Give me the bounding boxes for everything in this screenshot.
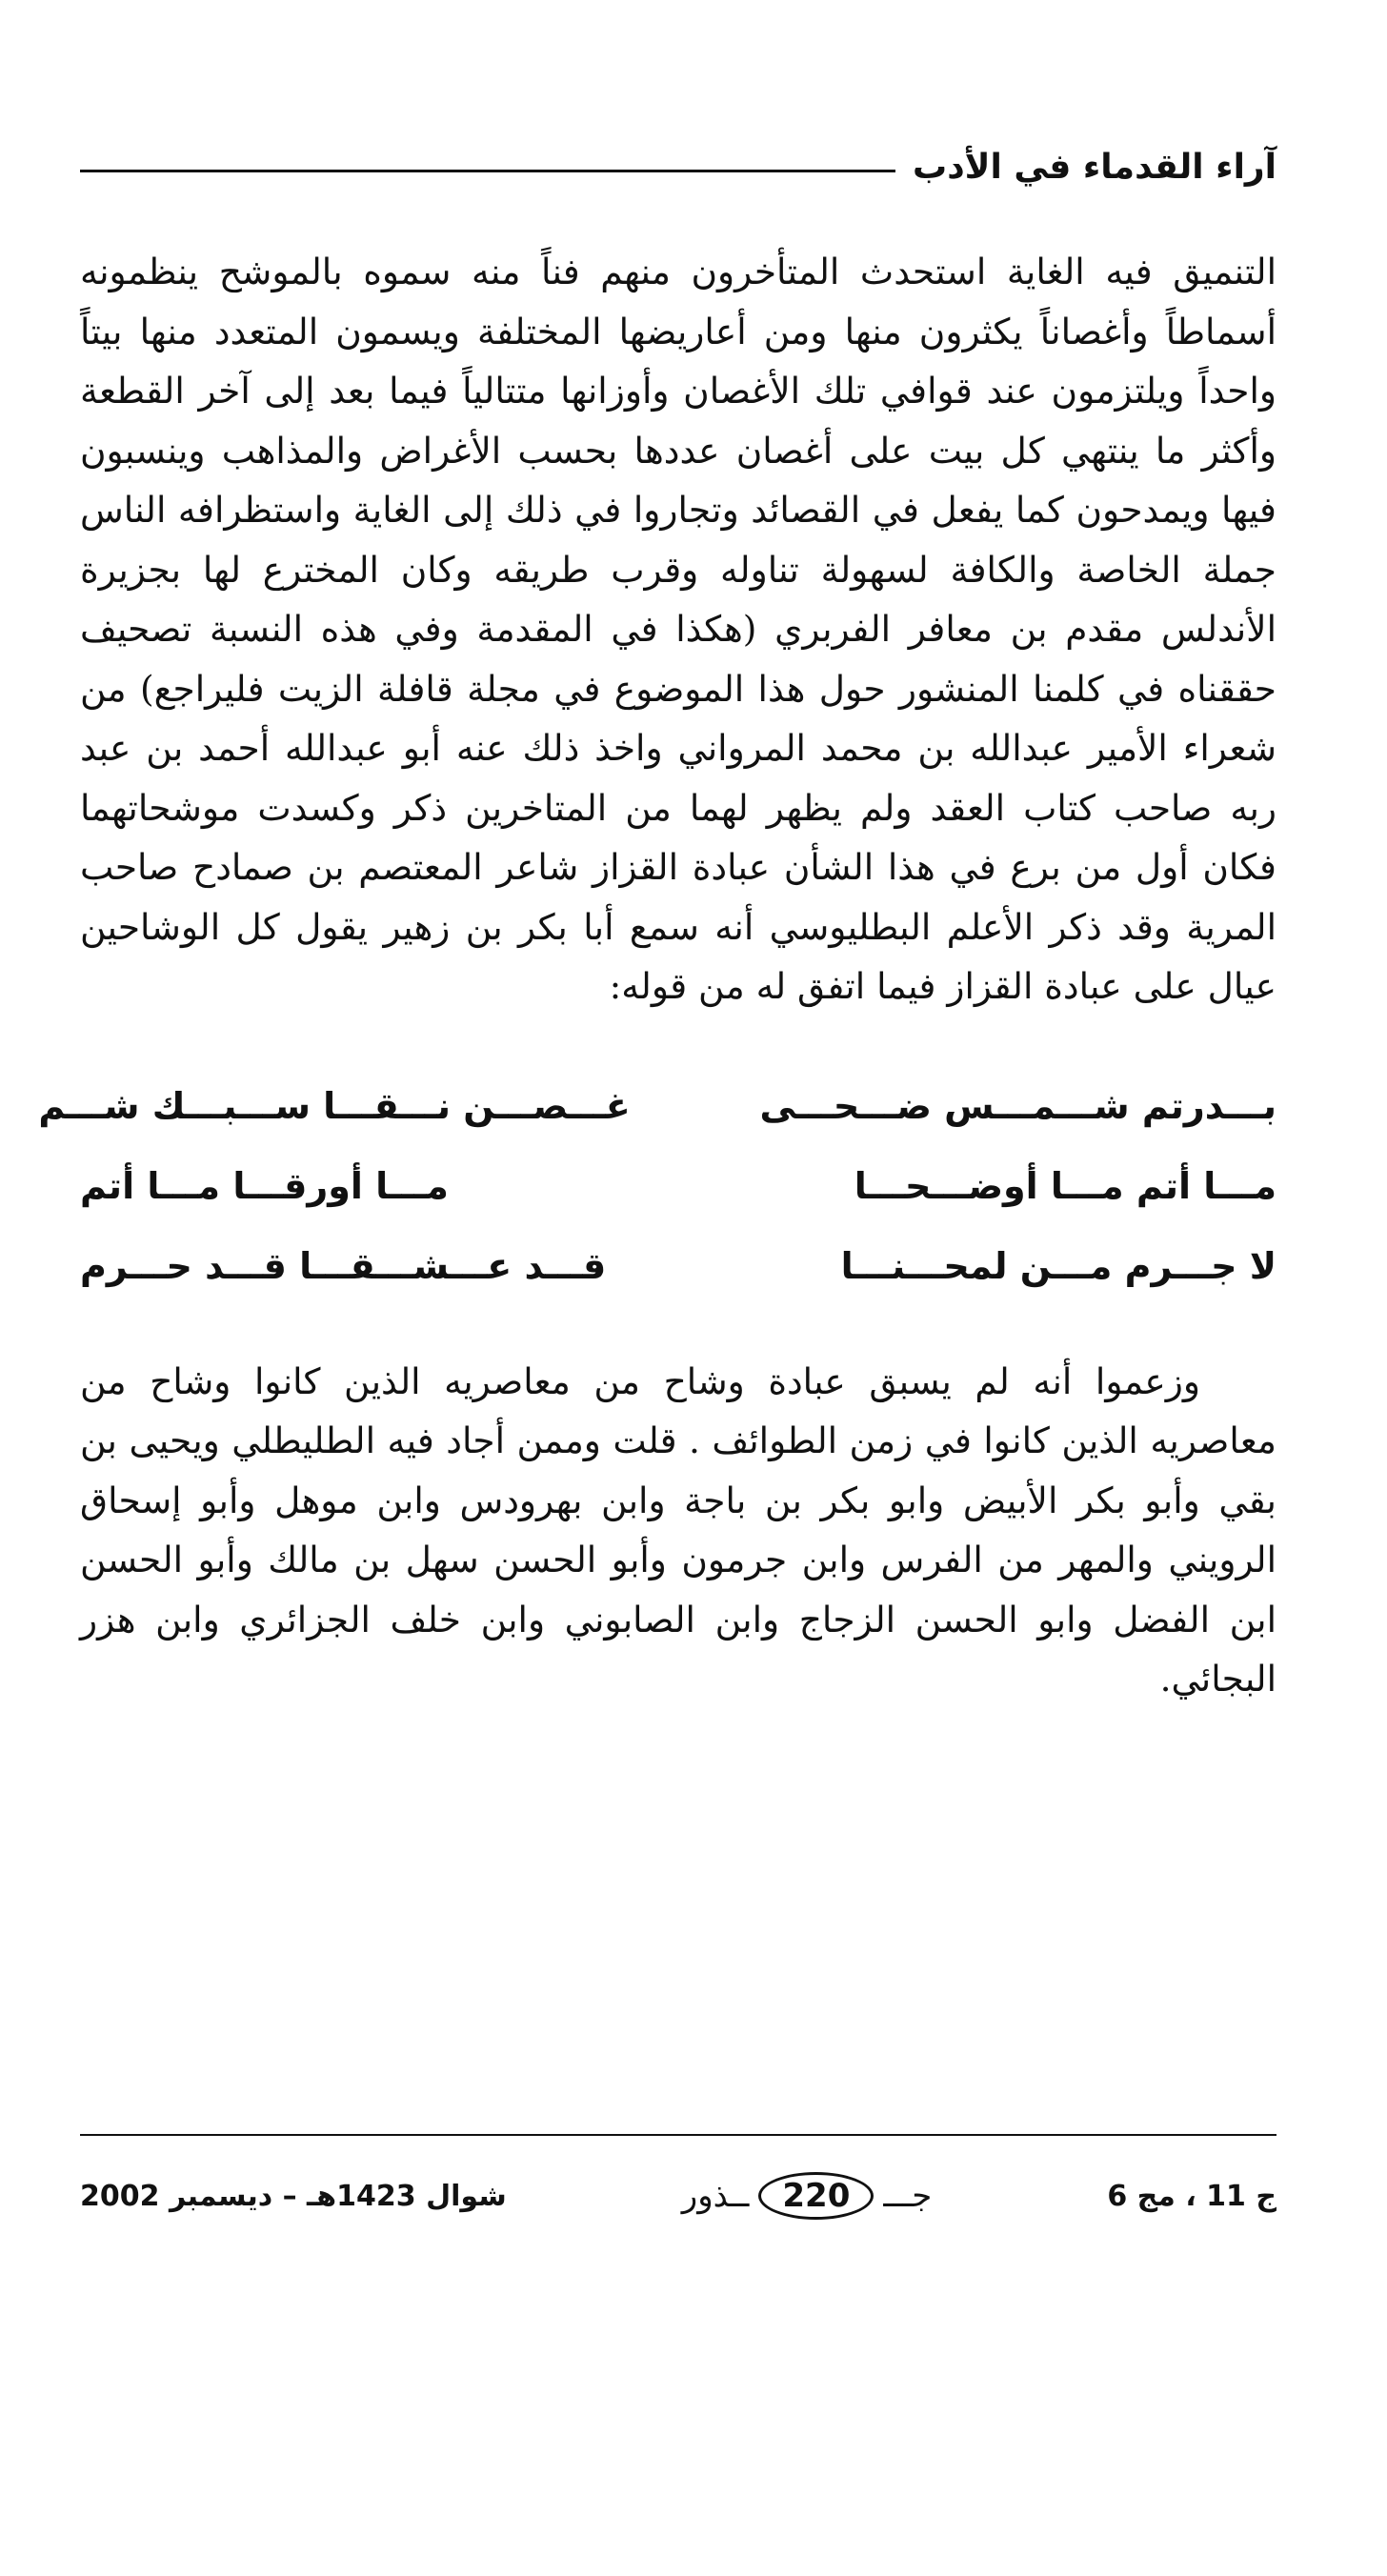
running-head (80, 133, 1276, 200)
verse-line (80, 1146, 1276, 1226)
volume-info: ج 11 ، مج 6 (1107, 2179, 1276, 2213)
verse-second-half: قـــد عـــشـــقـــا قـــد حـــرم (80, 1244, 607, 1287)
verse-line (38, 1066, 1276, 1146)
header-rule (80, 170, 895, 172)
verse-second-half: مـــا أورقـــا مـــا أتم (80, 1164, 449, 1207)
page-footer (80, 2163, 1276, 2229)
page-title: آراء القدماء في الأدب (913, 147, 1276, 187)
paragraph: وزعموا أنه لم يسبق عبادة وشاح من معاصريه الذين كانوا وشاح من معاصريه الذين كانوا في زمن الطوائف . قلت وممن أجاد فيه الطليطلي ويحيى بن بقي وأبو بكر الأبيض وابو بكر بن باجة وابن بهرودس وابن موهل وأبو إسحاق الرويني والمهر من الفرس وابن جرمون وأبو الحسن سهل بن مالك وأبو الحسن ابن الفضل وابو الحسن الزجاج وابن الصابوني وابن خلف الجزائري وابن هزر البجائي. (80, 1359, 1276, 1700)
verse-block (38, 1066, 1276, 1306)
journal-name-start: جـــ (883, 2177, 933, 2215)
main-text (80, 242, 1276, 1016)
page (38, 133, 1276, 2458)
verse-first-half: بـــدرتم شـــمـــس ضـــحـــى (759, 1084, 1276, 1127)
issue-date: شوال 1423هـ – ديسمبر 2002 (80, 2179, 507, 2213)
footer-rule (80, 2134, 1276, 2136)
verse-second-half: غـــصـــن نـــقـــا ســـبـــك شـــم (38, 1084, 631, 1127)
verse-first-half: لا جـــرم مـــن لمحـــنـــا (840, 1244, 1276, 1287)
paragraph: التنميق فيه الغاية استحدث المتأخرون منهم فناً منه سموه بالموشح ينظمونه أسماطاً وأغصاناً يكثرون منها ومن أعاريضها المختلفة ويسمون المتعدد منها بيتاً واحداً ويلتزمون عند قوافي تلك الأغصان وأوزانها متتالياً فيما بعد إلى آخر القطعة وأكثر ما ينتهي كل بيت على أغصان عددها بحسب الأغراض والمذاهب وينسبون فيها ويمدحون كما يفعل في القصائد وتجاروا في ذلك إلى الغاية واستظرافه الناس جملة الخاصة والكافة لسهولة تناوله وقرب طريقه وكان المخترع لها بجزيرة الأندلس مقدم بن معافر الفربري (هكذا في المقدمة وفي هذه النسبة تصحيف حققناه في كلمنا المنشور حول هذا الموضوع في مجلة قافلة الزيت فليراجع) من شعراء الأمير عبدالله بن محمد المرواني واخذ ذلك عنه أبو عبدالله أحمد بن عبد ربه صاحب كتاب العقد ولم يظهر لهما من المتاخرين ذكر وكسدت موشحاتهما فكان أول من برع في هذا الشأن عبادة القزاز شاعر المعتصم بن صمادح صاحب المرية وقد ذكر الأعلم البطليوسي أنه سمع أبا بكر بن زهير يقول كل الوشاحين عيال على عبادة القزاز فيما اتفق له من قوله: (80, 251, 1276, 1007)
page-number: 220 (758, 2172, 874, 2220)
verse-line (80, 1226, 1276, 1306)
journal-logo (682, 2172, 933, 2220)
verse-first-half: مـــا أتم مـــا أوضـــحـــا (854, 1164, 1276, 1207)
main-text-continued (80, 1352, 1276, 1709)
journal-name-end: ــذور (681, 2177, 750, 2215)
